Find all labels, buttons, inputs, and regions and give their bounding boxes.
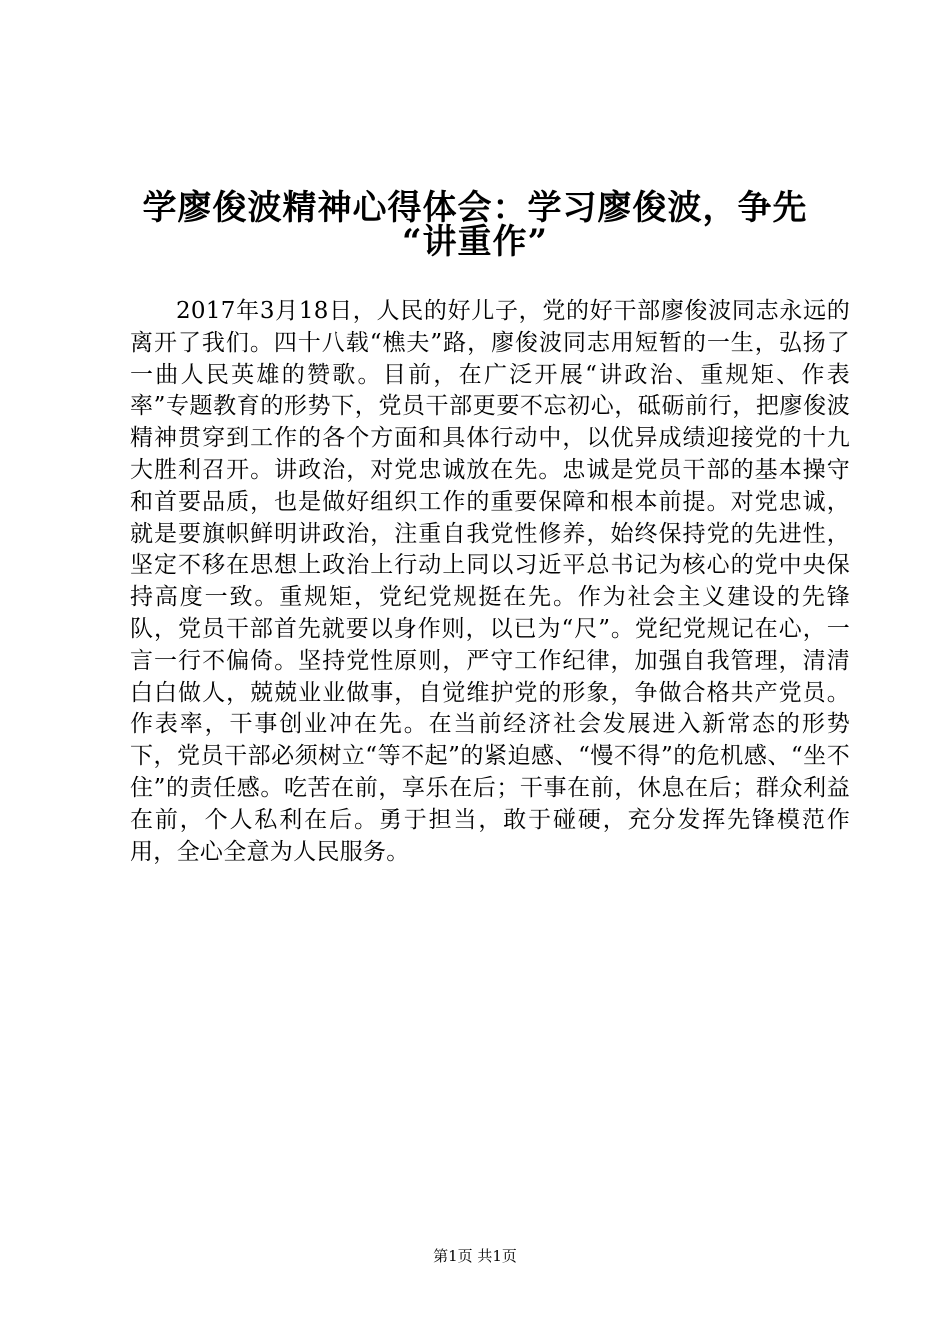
document-title-line-2: “讲重作”: [401, 222, 549, 262]
page-footer: 第1页 共1页: [433, 1247, 517, 1265]
document-body-paragraph: 2017年3月18日，人民的好儿子，党的好干部廖俊波同志永远的离开了我们。四十八载“樵夫”路，廖俊波同志用短暂的一生，弘扬了一曲人民英雄的赞歌。目前，在广泛开展“讲政治、重规矩、作表率”专题教育的形势下，党员干部更要不忘初心，砥砺前行，把廖俊波精神贯穿到工作的各个方面和具体行动中，以优异成绩迎接党的十九大胜利召开。讲政治，对党忠诚放在先。忠诚是党员干部的基本操守和首要品质，也是做好组织工作的重要保障和根本前提。对党忠诚，就是要旗帜鲜明讲政治，注重自我党性修养，始终保持党的先进性，坚定不移在思想上政治上行动上同以习近平总书记为核心的党中央保持高度一致。重规矩，党纪党规挺在先。作为社会主义建设的先锋队，党员干部首先就要以身作则，以已为“尺”。党纪党规记在心，一言一行不偏倚。坚持党性原则，严守工作纪律，加强自我管理，清清白白做人，兢兢业业做事，自觉维护党的形象，争做合格共产党员。作表率，干事创业冲在先。在当前经济社会发展进入新常态的形势下，党员干部必须树立“等不起”的紧迫感、“慢不得”的危机感、“坐不住”的责任感。吃苦在前，享乐在后；干事在前，休息在后；群众利益在前，个人私利在后。勇于担当，敢于碰硬，充分发挥先锋模范作用，全心全意为人民服务。: [130, 298, 850, 865]
document-title-line-1: 学廖俊波精神心得体会：学习廖俊波，争先: [142, 188, 808, 228]
